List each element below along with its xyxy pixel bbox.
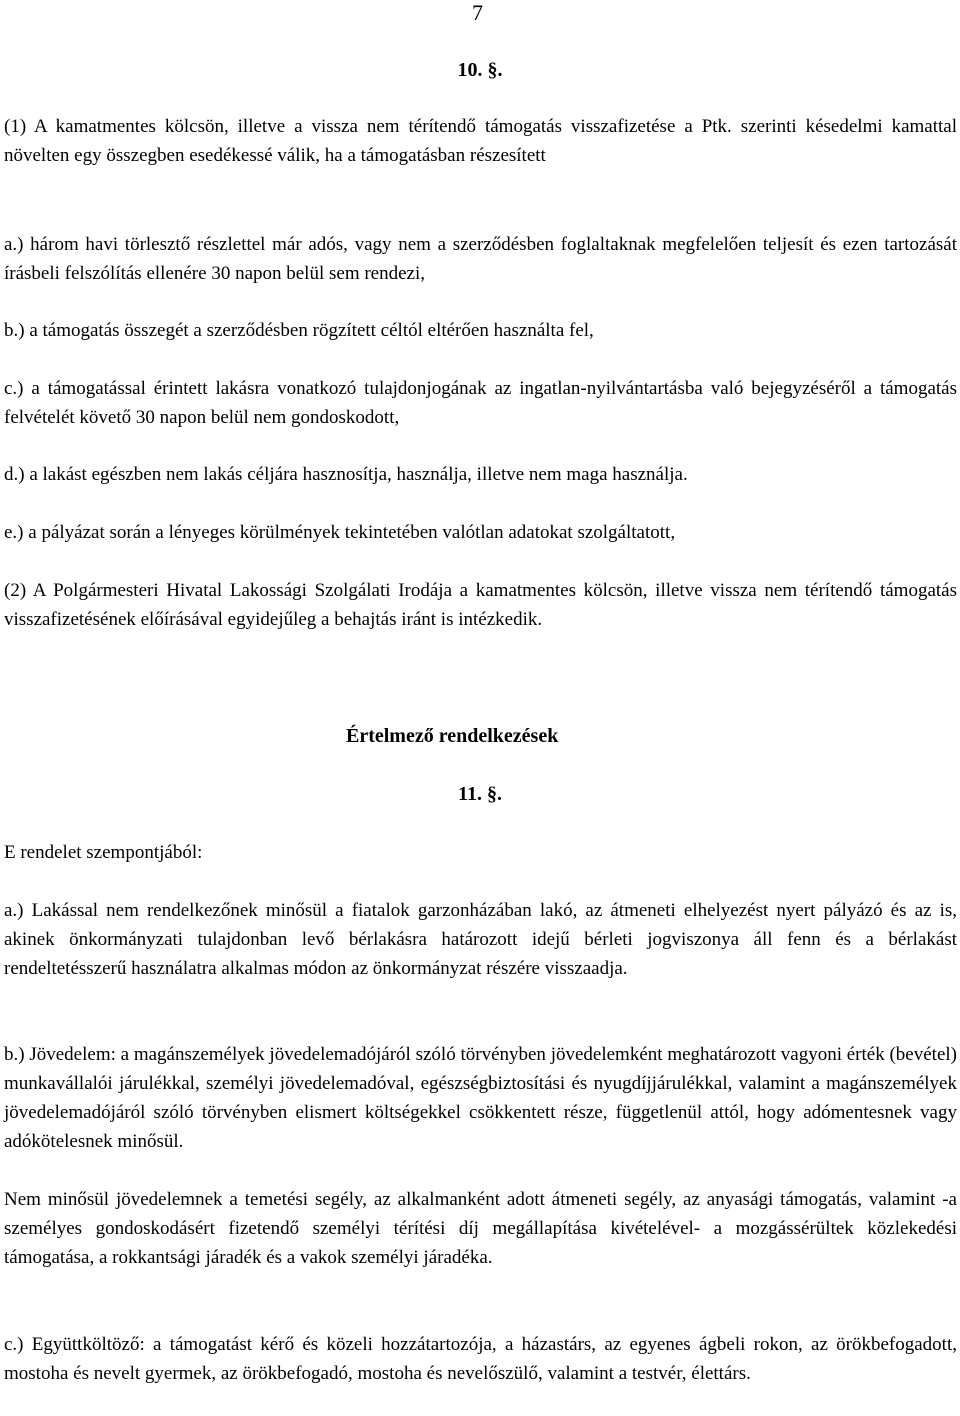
item-b: b.) a támogatás összegét a szerződésben rögzített céltól eltérően használta fel,: [4, 320, 594, 341]
definitions-heading: Értelmező rendelkezések: [346, 725, 559, 747]
item-a: a.) három havi törlesztő részlettel már adós, vagy nem a szerződésben foglaltaknak megfelelően teljesít és ezen tartozását írásbeli felszólítás ellenére 30 napon belül sem rendezi,: [4, 234, 957, 284]
paragraph-2: (2) A Polgármesteri Hivatal Lakossági Szolgálati Irodája a kamatmentes kölcsön, illetve vissza nem térítendő támogatás visszafizetésének előírásával egyidejűleg a behajtás iránt is intézkedik.: [4, 580, 957, 630]
section-11-title: 11. §.: [458, 783, 502, 805]
section-10-title: 10. §.: [457, 59, 503, 81]
definition-c: c.) Együttköltöző: a támogatást kérő és közeli hozzátartozója, a házastárs, az egyenes ágbeli rokon, az örökbefogadott, mostoha és nevelt gyermek, az örökbefogadó, mostoha és nevelőszülő, valamint a testvér, élettárs.: [4, 1334, 957, 1384]
definition-a: a.) Lakással nem rendelkezőnek minősül a fiatalok garzonházában lakó, az átmeneti elhelyezést nyert pályázó és az is, akinek önkormányzati tulajdonban levő bérlakásra határozott idejű bérleti jogviszonya áll fenn és a bérlakást rendeltetésszerű használatra alkalmas módon az önkormányzat részére visszaadja.: [4, 900, 957, 979]
page-number: 7: [472, 0, 483, 25]
definitions-lead: E rendelet szempontjából:: [4, 842, 203, 863]
definition-b: b.) Jövedelem: a magánszemélyek jövedelemadójáról szóló törvényben jövedelemként meghatározott vagyoni érték (bevétel) munkavállalói járulékkal, személyi jövedelemadóval, egészségbiztosítási és nyugdíjjárulékkal, valamint a magánszemélyek jövedelemadójáról szóló törvényben elismert költségekkel csökkentett része, függetlenül attól, hogy adómentesnek vagy adókötelesnek minősül.: [4, 1044, 957, 1152]
definition-b-continued: Nem minősül jövedelemnek a temetési segély, az alkalmanként adott átmeneti segély, az anyasági támogatás, valamint -a személyes gondoskodásért fizetendő személyi térítési díj megállapítása kivételével- a mozgássérültek közlekedési támogatása, a rokkantsági járadék és a vakok személyi járadéka.: [4, 1189, 957, 1268]
item-e: e.) a pályázat során a lényeges körülmények tekintetében valótlan adatokat szolgáltatott,: [4, 522, 676, 543]
paragraph-1: (1) A kamatmentes kölcsön, illetve a vissza nem térítendő támogatás visszafizetése a Ptk. szerinti késedelmi kamattal növelten egy összegben esedékessé válik, ha a támogatásban részesített: [4, 116, 957, 166]
item-c: c.) a támogatással érintett lakásra vonatkozó tulajdonjogának az ingatlan-nyilvántartásba való bejegyzéséről a támogatás felvételét követő 30 napon belül nem gondoskodott,: [4, 378, 957, 428]
item-d: d.) a lakást egészben nem lakás céljára hasznosítja, használja, illetve nem maga használja.: [4, 464, 688, 485]
